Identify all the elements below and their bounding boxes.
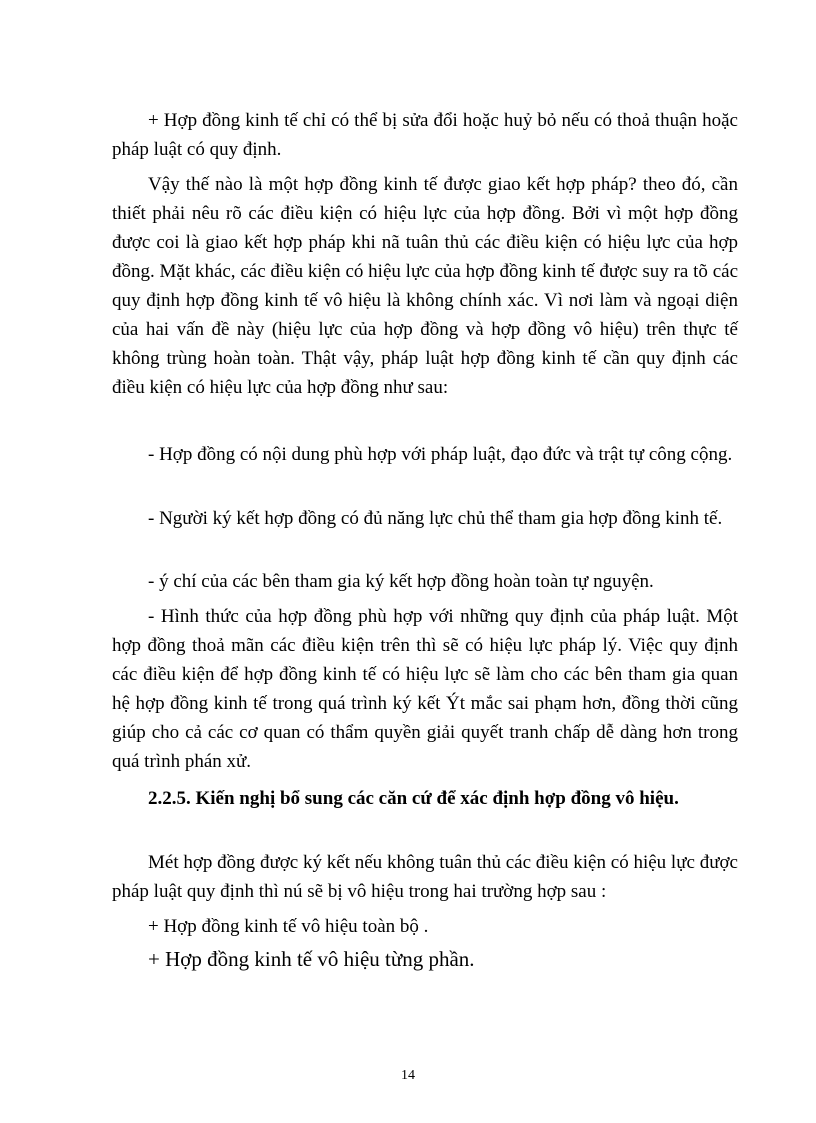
list-item-capacity: - Người ký kết hợp đồng có đủ năng lực chủ thể tham gia hợp đồng kinh tế. (148, 508, 723, 529)
list-item-form-and-effect: - Hình thức của hợp đồng phù hợp với những quy định của pháp luật. Một hợp đồng thoả mãn các điều kiện trên thì sẽ có hiệu lực pháp lý. Việc quy định các điều kiện để hợp đồng kinh tế có hiệu lực sẽ làm cho các bên tham gia quan hệ hợp đồng kinh tế trong quá trình ký kết Ýt mắc sai phạm hơn, đồng thời cũng giúp cho cả các cơ quan có thẩm quyền giải quyết tranh chấp dễ dàng hơn trong quá trình phán xử. (112, 606, 738, 772)
paragraph-lawful-contract-conditions: Vậy thế nào là một hợp đồng kinh tế được giao kết hợp pháp? theo đó, cần thiết phải nêu rõ các điều kiện có hiệu lực của hợp đồng. Bởi vì một hợp đồng được coi là giao kết hợp pháp khi nã tuân thủ các điều kiện có hiệu lực của hợp đồng. Mặt khác, các điều kiện có hiệu lực của hợp đồng kinh tế được suy ra tõ các quy định hợp đồng kinh tế vô hiệu là không chính xác. Vì nơi làm và ngoại diện của hai vấn đề này (hiệu lực của hợp đồng và hợp đồng vô hiệu) trên thực tế không trùng hoàn toàn. Thật vậy, pháp luật hợp đồng kinh tế cần quy định các điều kiện có hiệu lực của hợp đồng như sau: (112, 174, 738, 398)
paragraph-invalidity-cases: Mét hợp đồng được ký kết nếu không tuân thủ các điều kiện có hiệu lực được pháp luật quy định thì nú sẽ bị vô hiệu trong hai trường hợp sau : (112, 852, 738, 902)
list-item-content-lawful: - Hợp đồng có nội dung phù hợp với pháp luật, đạo đức và trật tự công cộng. (148, 444, 733, 465)
list-item-voluntary-will: - ý chí của các bên tham gia ký kết hợp đồng hoàn toàn tự nguyện. (148, 571, 654, 592)
list-item-fully-invalid: + Hợp đồng kinh tế vô hiệu toàn bộ . (148, 916, 429, 937)
page-number: 14 (401, 1068, 415, 1083)
list-item-partially-invalid: + Hợp đồng kinh tế vô hiệu từng phần. (148, 947, 475, 971)
section-heading-2-2-5: 2.2.5. Kiến nghị bổ sung các căn cứ để xác định hợp đồng vô hiệu. (148, 788, 679, 809)
paragraph-modification-rule: + Hợp đồng kinh tế chỉ có thể bị sửa đổi hoặc huỷ bỏ nếu có thoả thuận hoặc pháp luật có quy định. (112, 110, 738, 160)
